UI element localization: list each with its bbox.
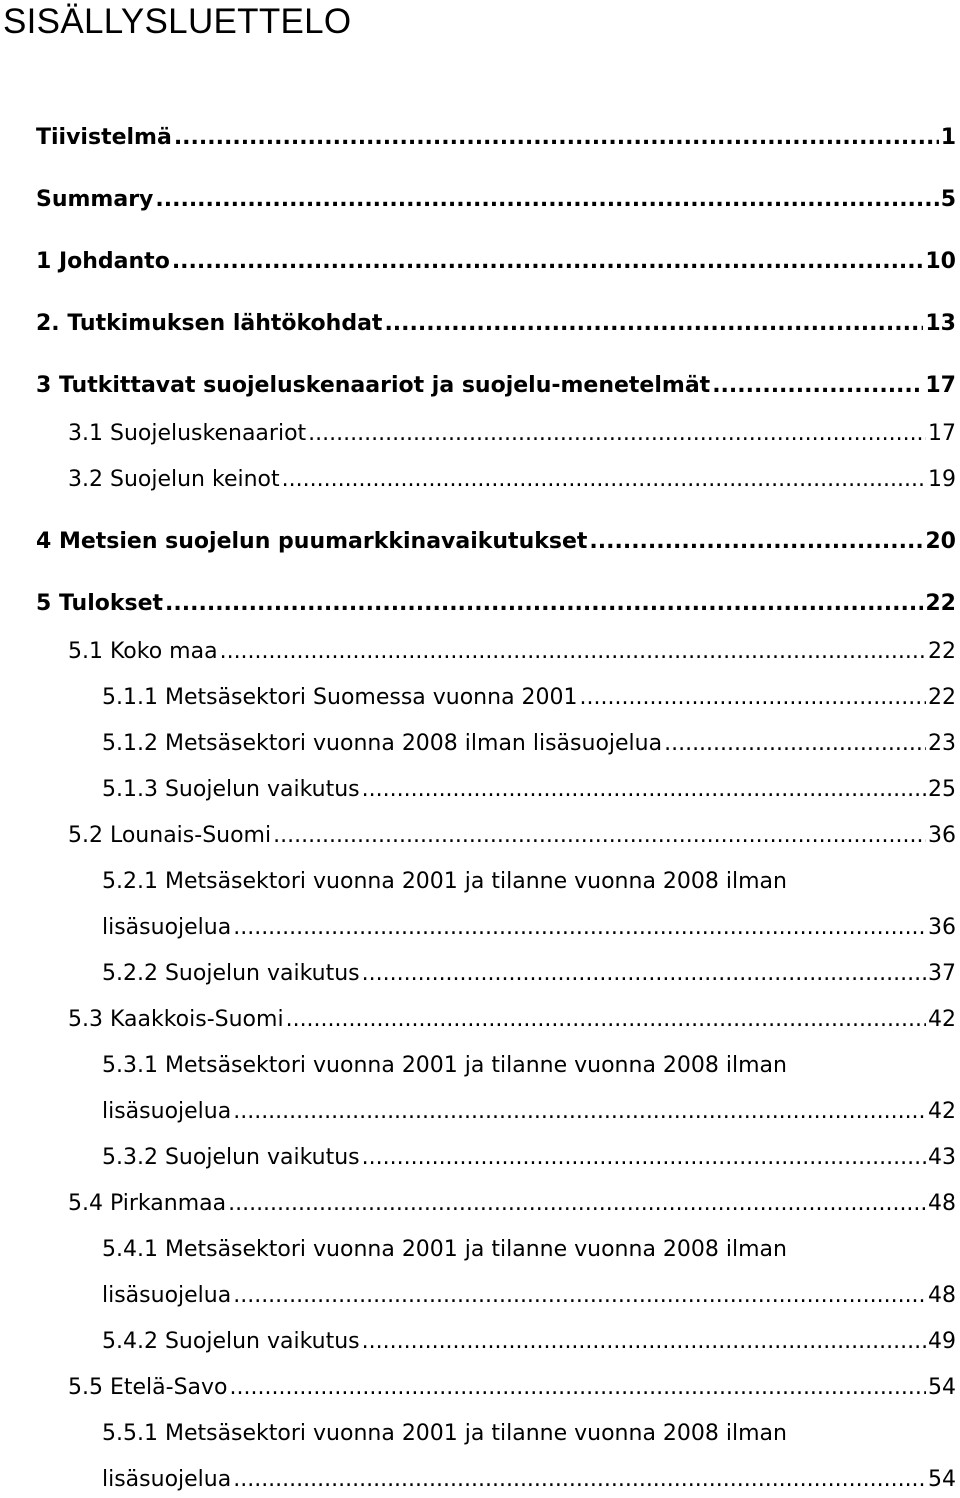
toc-entry-page: 22 (925, 591, 956, 616)
toc-entry-page: 1 (940, 125, 956, 150)
toc-leader-dots (362, 1324, 926, 1360)
toc-entry-title: 3.2 Suojelun keinot (68, 467, 280, 492)
toc-leader-dots (273, 818, 926, 854)
toc-entry-title: 2. Tutkimuksen lähtökohdat (36, 311, 383, 336)
toc-leader-dots (362, 956, 926, 992)
toc-entry[interactable] (36, 524, 960, 560)
toc-leader-dots (308, 416, 926, 452)
toc-entry-title: 5.4 Pirkanmaa (68, 1191, 227, 1216)
toc-entry-title: 5.1.2 Metsäsektori vuonna 2008 ilman lisäsuojelua (102, 731, 663, 756)
toc-leader-dots (664, 726, 926, 762)
toc-entry-page: 17 (925, 373, 956, 398)
toc-entry[interactable] (36, 586, 960, 622)
toc-entry-page: 25 (928, 777, 956, 802)
toc-leader-dots (282, 462, 926, 498)
toc-entry[interactable] (102, 680, 960, 716)
toc-entry-title-line[interactable]: 5.3.1 Metsäsektori vuonna 2001 ja tilanne vuonna 2008 ilman (102, 1053, 787, 1078)
toc-entry[interactable] (68, 416, 960, 452)
toc-entry-page: 54 (928, 1467, 956, 1492)
page-title: SISÄLLYSLUETTELO (3, 2, 352, 41)
toc-leader-dots (174, 120, 939, 156)
toc-leader-dots (362, 1140, 926, 1176)
toc-leader-dots (220, 634, 926, 670)
toc-entry-page: 42 (928, 1099, 956, 1124)
toc-entry-title: 5.1 Koko maa (68, 639, 218, 664)
toc-leader-dots (233, 1278, 926, 1314)
toc-leader-dots (233, 1094, 926, 1130)
toc-entry-title-line[interactable]: 5.2.1 Metsäsektori vuonna 2001 ja tilanne vuonna 2008 ilman (102, 869, 787, 894)
toc-entry[interactable] (102, 1140, 960, 1176)
toc-entry-title-line[interactable]: 5.4.1 Metsäsektori vuonna 2001 ja tilanne vuonna 2008 ilman (102, 1237, 787, 1262)
toc-entry-page: 48 (928, 1283, 956, 1308)
toc-leader-dots (233, 910, 926, 946)
toc-entry-title: 3.1 Suojeluskenaariot (68, 421, 307, 446)
toc-entry[interactable] (102, 726, 960, 762)
toc-entry-page: 23 (928, 731, 956, 756)
toc-entry-title: 5 Tulokset (36, 591, 164, 616)
toc-leader-dots (286, 1002, 926, 1038)
toc-entry[interactable] (68, 634, 960, 670)
toc-entry[interactable] (68, 818, 960, 854)
toc-leader-dots (580, 680, 926, 716)
toc-entry-title: lisäsuojelua (102, 915, 232, 940)
toc-entry[interactable] (36, 368, 960, 404)
toc-entry-page: 36 (928, 823, 956, 848)
toc-leader-dots (589, 524, 923, 560)
toc-entry-title: 5.5 Etelä-Savo (68, 1375, 228, 1400)
toc-entry[interactable] (68, 1002, 960, 1038)
toc-entry[interactable] (68, 1186, 960, 1222)
toc-entry-page: 19 (928, 467, 956, 492)
toc-entry-page: 36 (928, 915, 956, 940)
toc-entry-title: 5.2.2 Suojelun vaikutus (102, 961, 360, 986)
toc-entry-page: 54 (928, 1375, 956, 1400)
toc-entry-title: 3 Tutkittavat suojeluskenaariot ja suojelu-menetelmät (36, 373, 711, 398)
toc-entry[interactable] (102, 1462, 960, 1498)
toc-leader-dots (362, 772, 926, 808)
toc-entry-title: 1 Johdanto (36, 249, 170, 274)
toc-entry-title-line[interactable]: 5.5.1 Metsäsektori vuonna 2001 ja tilanne vuonna 2008 ilman (102, 1421, 787, 1446)
toc-leader-dots (384, 306, 923, 342)
toc-entry-title: 4 Metsien suojelun puumarkkinavaikutukset (36, 529, 588, 554)
toc-entry-page: 10 (925, 249, 956, 274)
toc-leader-dots (155, 182, 938, 218)
toc-entry-title: 5.1.1 Metsäsektori Suomessa vuonna 2001 (102, 685, 578, 710)
toc-leader-dots (172, 244, 924, 280)
toc-entry-page: 22 (928, 639, 956, 664)
toc-entry-title: 5.2 Lounais-Suomi (68, 823, 272, 848)
toc-entry-page: 43 (928, 1145, 956, 1170)
toc-entry[interactable] (102, 1094, 960, 1130)
toc-entry[interactable] (102, 910, 960, 946)
toc-entry-page: 48 (928, 1191, 956, 1216)
toc-entry-title: Tiivistelmä (36, 125, 172, 150)
toc-entry-page: 42 (928, 1007, 956, 1032)
toc-entry[interactable] (102, 956, 960, 992)
toc-entry[interactable] (102, 1278, 960, 1314)
toc-entry-title: Summary (36, 187, 154, 212)
toc-entry[interactable] (36, 182, 960, 218)
toc-leader-dots (165, 586, 923, 622)
toc-leader-dots (712, 368, 923, 404)
toc-entry-title: 5.1.3 Suojelun vaikutus (102, 777, 360, 802)
toc-entry-title: lisäsuojelua (102, 1467, 232, 1492)
toc-entry-title: lisäsuojelua (102, 1283, 232, 1308)
toc-entry-title: 5.4.2 Suojelun vaikutus (102, 1329, 360, 1354)
toc-entry-page: 13 (925, 311, 956, 336)
toc-entry[interactable] (102, 1324, 960, 1360)
toc-entry-page: 49 (928, 1329, 956, 1354)
toc-entry-page: 5 (940, 187, 956, 212)
toc-entry[interactable] (68, 462, 960, 498)
toc-entry-page: 22 (928, 685, 956, 710)
toc-leader-dots (228, 1186, 926, 1222)
toc-entry[interactable] (68, 1370, 960, 1406)
toc-entry[interactable] (36, 244, 960, 280)
toc-entry-title: 5.3.2 Suojelun vaikutus (102, 1145, 360, 1170)
toc-entry-title: 5.3 Kaakkois-Suomi (68, 1007, 284, 1032)
toc-entry-page: 37 (928, 961, 956, 986)
toc-leader-dots (230, 1370, 927, 1406)
toc-entry-page: 20 (925, 529, 956, 554)
toc-leader-dots (233, 1462, 926, 1498)
toc-entry-page: 17 (928, 421, 956, 446)
toc-entry[interactable] (36, 306, 960, 342)
toc-entry[interactable] (36, 120, 960, 156)
toc-entry[interactable] (102, 772, 960, 808)
toc-entry-title: lisäsuojelua (102, 1099, 232, 1124)
